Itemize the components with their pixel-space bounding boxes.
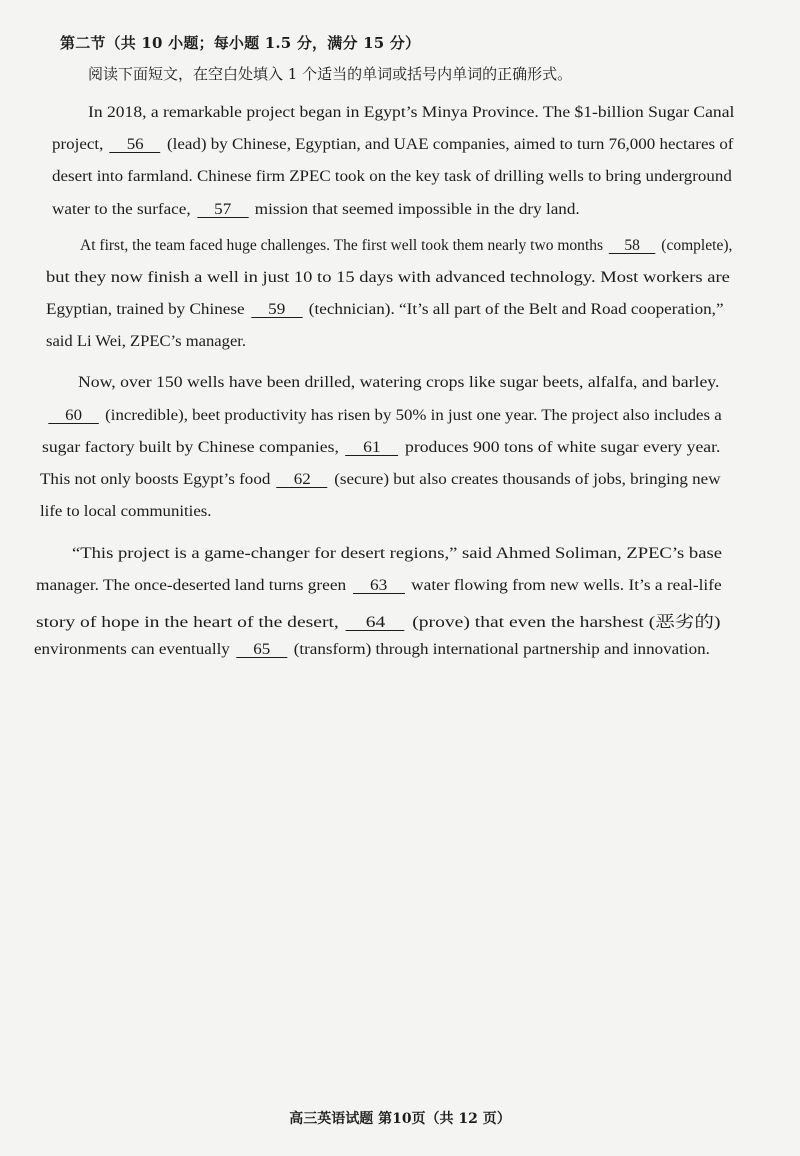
passage-text: environments can eventually bbox=[34, 641, 230, 658]
passage-line bbox=[52, 136, 733, 154]
blank-56[interactable]: 56 bbox=[110, 137, 161, 153]
section-heading: 第二节（共 10 小题；每小题 1.5 分，满分 15 分） bbox=[60, 34, 421, 52]
passage-text: produces 900 tons of white sugar every year. bbox=[404, 439, 721, 456]
passage-text: project, bbox=[52, 136, 104, 153]
passage-text: This not only boosts Egypt’s food bbox=[40, 471, 271, 488]
passage-text: (secure) but also creates thousands of jobs, bringing new bbox=[334, 471, 721, 488]
passage-text: Now, over 150 wells have been drilled, watering crops like sugar beets, alfalfa, and barley. bbox=[78, 374, 720, 391]
passage-text: (technician). “It’s all part of the Belt and Road cooperation,” bbox=[308, 301, 724, 318]
passage-line bbox=[40, 503, 211, 521]
blank-64[interactable]: 64 bbox=[346, 615, 405, 631]
passage-text: story of hope in the heart of the desert, bbox=[36, 614, 339, 631]
blank-61[interactable]: 61 bbox=[345, 440, 398, 456]
blank-60[interactable]: 60 bbox=[48, 408, 99, 424]
passage-line bbox=[78, 374, 719, 392]
passage-line bbox=[52, 201, 580, 219]
passage-line bbox=[72, 545, 722, 563]
passage-text: water flowing from new wells. It’s a real-life bbox=[411, 577, 722, 594]
passage-text: mission that seemed impossible in the dry land. bbox=[254, 201, 580, 218]
passage-line bbox=[46, 301, 724, 319]
passage-text: said Li Wei, ZPEC’s manager. bbox=[46, 333, 247, 350]
passage-text: life to local communities. bbox=[40, 503, 212, 520]
passage-text: (lead) by Chinese, Egyptian, and UAE companies, aimed to turn 76,000 hectares of bbox=[166, 136, 734, 153]
passage-line bbox=[42, 439, 720, 457]
instruction-text: 阅读下面短文，在空白处填入 1 个适当的单词或括号内单词的正确形式。 bbox=[88, 65, 573, 83]
blank-65[interactable]: 65 bbox=[236, 642, 287, 658]
passage-text: At first, the team faced huge challenges. The first well took them nearly two months bbox=[80, 237, 604, 254]
passage-line bbox=[40, 471, 720, 489]
passage-text: water to the surface, bbox=[52, 201, 191, 218]
blank-58[interactable]: 58 bbox=[609, 238, 656, 254]
passage-line bbox=[52, 168, 732, 186]
passage-text: (complete), bbox=[661, 237, 733, 254]
passage-text: In 2018, a remarkable project began in Egypt’s Minya Province. The $1-billion Sugar Canal bbox=[88, 104, 735, 121]
passage-text: sugar factory built by Chinese companies, bbox=[42, 439, 339, 456]
passage-text: but they now finish a well in just 10 to 15 days with advanced technology. Most workers are bbox=[46, 269, 730, 286]
blank-59[interactable]: 59 bbox=[251, 302, 302, 318]
passage-line bbox=[46, 333, 246, 351]
passage-text: manager. The once-deserted land turns green bbox=[36, 577, 347, 594]
passage-line bbox=[36, 577, 722, 595]
passage-line bbox=[36, 609, 720, 632]
blank-62[interactable]: 62 bbox=[277, 472, 328, 488]
passage-text: desert into farmland. Chinese firm ZPEC took on the key task of drilling wells to bring underground bbox=[52, 168, 732, 185]
passage-text: (transform) through international partnership and innovation. bbox=[293, 641, 710, 658]
blank-63[interactable]: 63 bbox=[353, 578, 405, 594]
passage-text: Egyptian, trained by Chinese bbox=[46, 301, 245, 318]
passage-line bbox=[88, 104, 734, 122]
passage-text: “This project is a game-changer for desert regions,” said Ahmed Soliman, ZPEC’s base bbox=[72, 545, 722, 562]
passage-line bbox=[34, 641, 710, 659]
passage-line bbox=[42, 407, 722, 425]
blank-57[interactable]: 57 bbox=[197, 202, 248, 218]
passage-text: (prove) that even the harshest (恶劣的) bbox=[412, 614, 721, 631]
passage-line bbox=[80, 237, 732, 255]
page-footer: 高三英语试题 第10页（共 12 页） bbox=[289, 1111, 511, 1127]
passage-line bbox=[46, 269, 730, 287]
passage-text: (incredible), beet productivity has risen by 50% in just one year. The project also includes a bbox=[105, 407, 722, 424]
